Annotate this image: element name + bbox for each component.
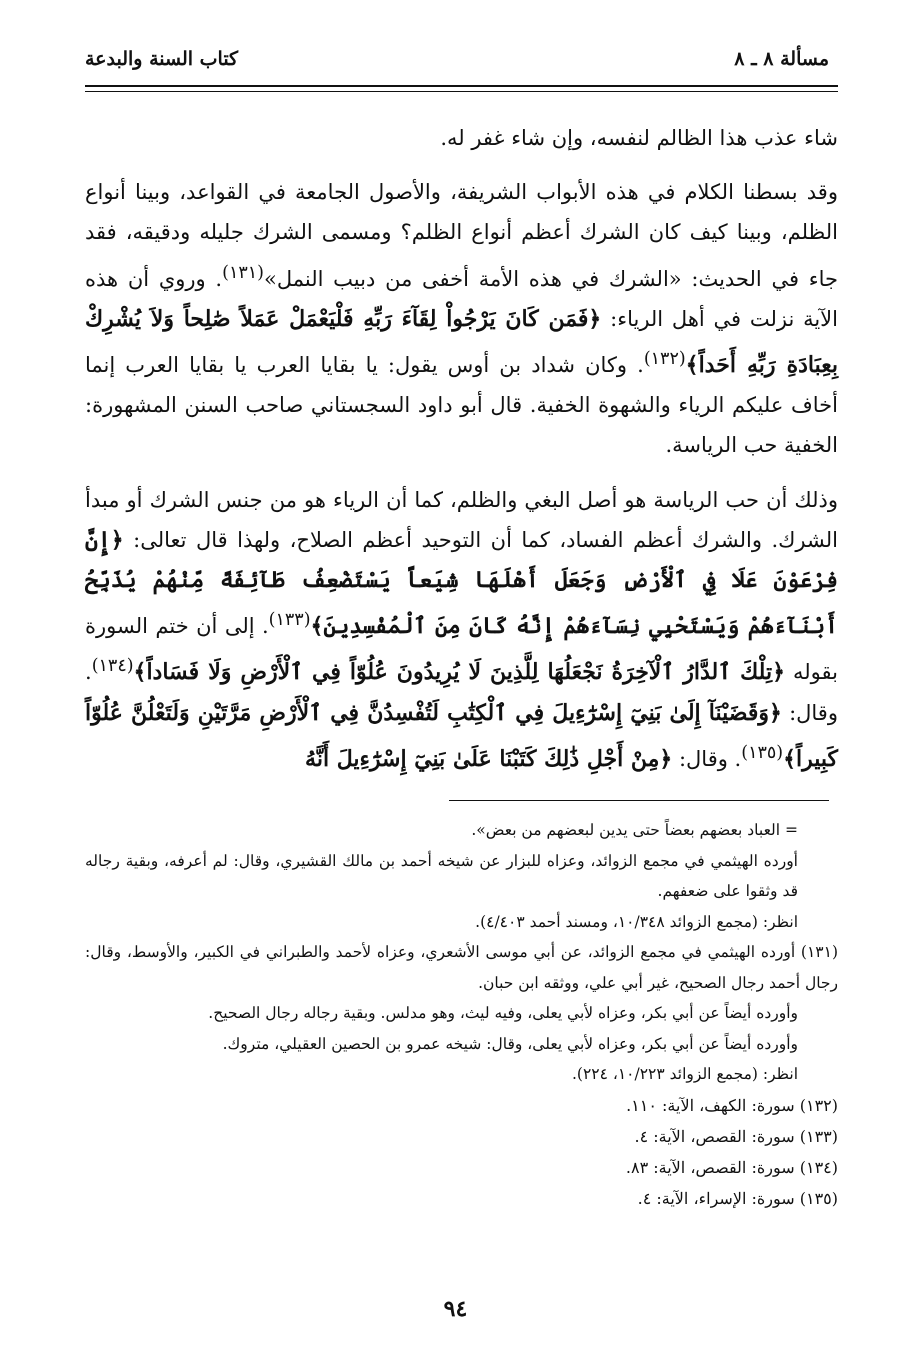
footnote-131: (١٣١) أورده الهيثمي في مجمع الزوائد، عن أبي موسى الأشعري، وعزاه لأحمد والطبراني في الكبير، والأوسط، وقال: رجال أحمد رجال الصحيح، غير أبي علي، ووثقه ابن حبان.: [85, 943, 838, 992]
footnote-ref-133: (١٣٣): [268, 610, 311, 631]
paragraph-3-text-d: . وقال:: [678, 746, 742, 771]
footnote-134: (١٣٤) سورة: القصص، الآية: ٨٣.: [625, 1157, 838, 1177]
footnote-133: (١٣٣) سورة: القصص، الآية: ٤.: [634, 1126, 838, 1146]
running-header-title: كتاب السنة والبدعة: [85, 48, 239, 70]
paragraph-2-text-b: . وروي أن هذه الآية نزلت في أهل الرياء:: [85, 266, 838, 331]
paragraph-2-text-c: . وكان شداد بن أوس يقول: يا بقايا العرب يا بقايا العرب إنما أخاف عليكم الرياء والشهوة الخفية. قال أبو داود السجستاني صاحب السنن المشهورة: الخفية حب الرياسة.: [85, 353, 838, 458]
footnote-ref-134: (١٣٤): [91, 656, 134, 677]
paragraph-1: شاء عذب هذا الظالم لنفسه، وإن شاء غفر له.: [440, 126, 838, 150]
quran-verse-5: ﴿مِنْ أَجْلِ ذَٰلِكَ كَتَبْنَا عَلَىٰ بَنِيٓ إِسْرَٰٓءِيلَ أَنَّهُ: [305, 745, 673, 772]
footnote-ref-132: (١٣٢): [643, 349, 686, 370]
paragraph-3: [85, 480, 838, 779]
paragraph-3-text-a: وذلك أن حب الرياسة هو أصل البغي والظلم، كما أن الرياء هو من جنس الشرك أو مبدأ الشرك. والشرك أعظم الفساد، كما أن التوحيد أعظم الصلاح، ولهذا قال تعالى:: [85, 487, 838, 552]
footnote-separator: [449, 800, 829, 801]
main-text: [85, 118, 838, 779]
quran-verse-4: ﴿وَقَضَيْنَآ إِلَىٰ بَنِيٓ إِسْرَٰٓءِيلَ فِي ٱلْكِتَٰبِ لَتُفْسِدُنَّ فِي ٱلْأَرْضِ مَرَّتَيْنِ وَلَتَعْلُنَّ عُلُوّاً كَبِيراً﴾: [85, 699, 838, 772]
footnote-131-d: انظر: (مجمع الزوائد ١٠/٢٢٣، ٢٢٤).: [571, 1065, 798, 1083]
footnote-ref-131: (١٣١): [222, 262, 264, 283]
quran-verse-1: ﴿فَمَن كَانَ يَرْجُواْ لِقَآءَ رَبِّهِ فَلْيَعْمَلْ عَمَلاً صَٰلِحاً وَلاَ يُشْرِكْ بِعِبَادَةِ رَبِّهِ أَحَداً﴾: [85, 305, 838, 379]
paragraph-2: [85, 172, 838, 465]
footnote-131-b: وأورده أيضاً عن أبي بكر، وعزاه لأبي يعلى، وفيه ليث، وهو مدلس. وبقية رجاله رجال الصحيح.: [208, 1004, 798, 1022]
footnotes: [85, 815, 838, 1214]
footnote-132: (١٣٢) سورة: الكهف، الآية: ١١٠.: [626, 1095, 838, 1115]
page-number: ٩٤: [443, 1296, 468, 1322]
running-header-section: مسألة ٨ ـ ٨: [734, 48, 829, 70]
quran-verse-3: ﴿تِلْكَ ٱلدَّارُ ٱلْآخِرَةُ نَجْعَلُهَا لِلَّذِينَ لَا يُرِيدُونَ عُلُوّاً فِي ٱلْأَرْضِ وَلَا فَسَاداً﴾: [133, 659, 785, 686]
header-rule-thin: [85, 91, 838, 92]
header-rule-thick: [85, 85, 838, 87]
quran-verse-2: ﴿إِنَّ فِرْعَوْنَ عَلَا فِي ٱلْأَرْضِ وَجَعَلَ أَهْلَهَا شِيَعاً يَسْتَضْعِفُ طَآئِفَةً مِّنْهُمْ يُذَبِّحُ أَبْنَآءَهُمْ وَيَسْتَحْيِي نِسَآءَهُمْ إِنَّهُ كَانَ مِنَ ٱلْمُفْسِدِينَ﴾: [85, 526, 838, 640]
footnote-continued-3: انظر: (مجمع الزوائد ١٠/٣٤٨، ومسند أحمد ٤/٤٠٣).: [475, 912, 798, 931]
footnote-continued: = العباد بعضهم بعضاً حتى يدين لبعضهم من بعض».: [471, 821, 798, 839]
paragraph-3-text-c: . وقال:: [85, 660, 838, 725]
footnote-ref-135: (١٣٥): [741, 742, 784, 763]
paragraph-3-text-b: . إلى أن ختم السورة بقوله: [85, 614, 838, 685]
paragraph-2-text-a: وقد بسطنا الكلام في هذه الأبواب الشريفة، والأصول الجامعة في القواعد، وبينا أنواع الظلم، وبينا كيف كان الشرك أعظم أنواع الظلم؟ ومسمى الشرك جليله ودقيقه، فقد جاء في الحديث: «الشرك في هذه الأمة أخفى من دبيب النمل»: [85, 180, 838, 291]
footnote-131-c: وأورده أيضاً عن أبي بكر، وعزاه لأبي يعلى، وقال: شيخه عمرو بن الحصين العقيلي، متروك.: [222, 1034, 798, 1053]
footnote-continued-2: أورده الهيثمي في مجمع الزوائد، وعزاه للبزار عن شيخه أحمد بن مالك القشيري، وقال: لم أعرفه، وبقية رجاله قد وثقوا على ضعفهم.: [85, 851, 798, 900]
footnote-135: (١٣٥) سورة: الإسراء، الآية: ٤.: [637, 1188, 838, 1208]
